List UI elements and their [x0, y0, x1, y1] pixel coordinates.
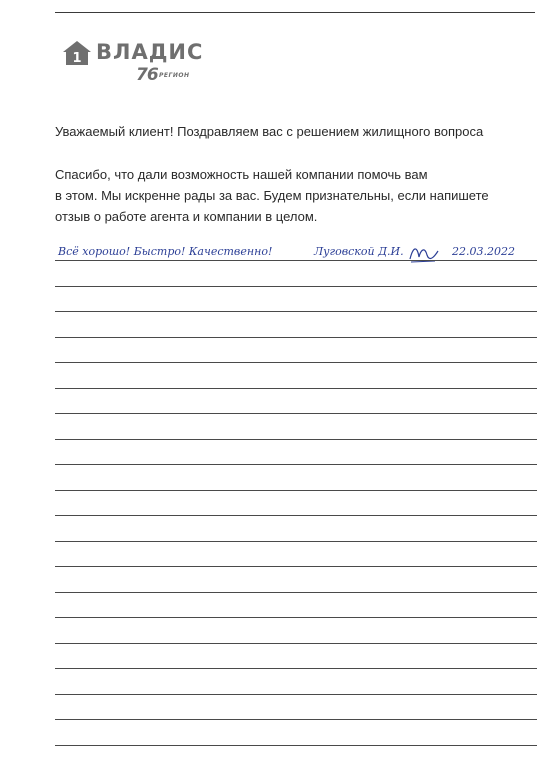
- ruled-line: [55, 719, 537, 720]
- thanks-line: отзыв о работе агента и компании в целом.: [55, 209, 318, 224]
- greeting-text: Уважаемый клиент! Поздравляем вас с решением жилищного вопроса: [55, 124, 484, 139]
- handwritten-author: Луговской Д.И.: [314, 245, 404, 258]
- ruled-line: [55, 286, 537, 287]
- ruled-lines: [55, 260, 537, 760]
- handwritten-review: Всё хорошо! Быстро! Качественно!: [58, 245, 273, 258]
- ruled-line: [55, 388, 537, 389]
- logo-brand-text: ВЛАДИС: [96, 40, 204, 64]
- ruled-line: [55, 362, 537, 363]
- ruled-line: [55, 464, 537, 465]
- ruled-line: [55, 617, 537, 618]
- ruled-line: [55, 515, 537, 516]
- ruled-line: [55, 439, 537, 440]
- ruled-line: [55, 541, 537, 542]
- svg-text:1: 1: [72, 51, 82, 66]
- ruled-line: [55, 490, 537, 491]
- ruled-line: [55, 745, 537, 746]
- handwritten-date: 22.03.2022: [452, 245, 515, 258]
- ruled-line: [55, 668, 537, 669]
- house-one-icon: [62, 40, 92, 66]
- top-divider: [55, 12, 535, 13]
- ruled-line: [55, 337, 537, 338]
- ruled-line: [55, 311, 537, 312]
- ruled-line: [55, 566, 537, 567]
- ruled-line: [55, 592, 537, 593]
- ruled-line: [55, 694, 537, 695]
- logo-region-text: РЕГИОН: [159, 72, 190, 79]
- ruled-line: [55, 413, 537, 414]
- ruled-line: [55, 260, 537, 261]
- logo-region-number: 76: [136, 65, 158, 85]
- thanks-line: Спасибо, что дали возможность нашей компании помочь вам: [55, 167, 428, 182]
- thanks-paragraph: [55, 164, 489, 227]
- vladis-logo: [62, 38, 212, 88]
- ruled-line: [55, 643, 537, 644]
- thanks-line: в этом. Мы искренне рады за вас. Будем признательны, если напишете: [55, 188, 489, 203]
